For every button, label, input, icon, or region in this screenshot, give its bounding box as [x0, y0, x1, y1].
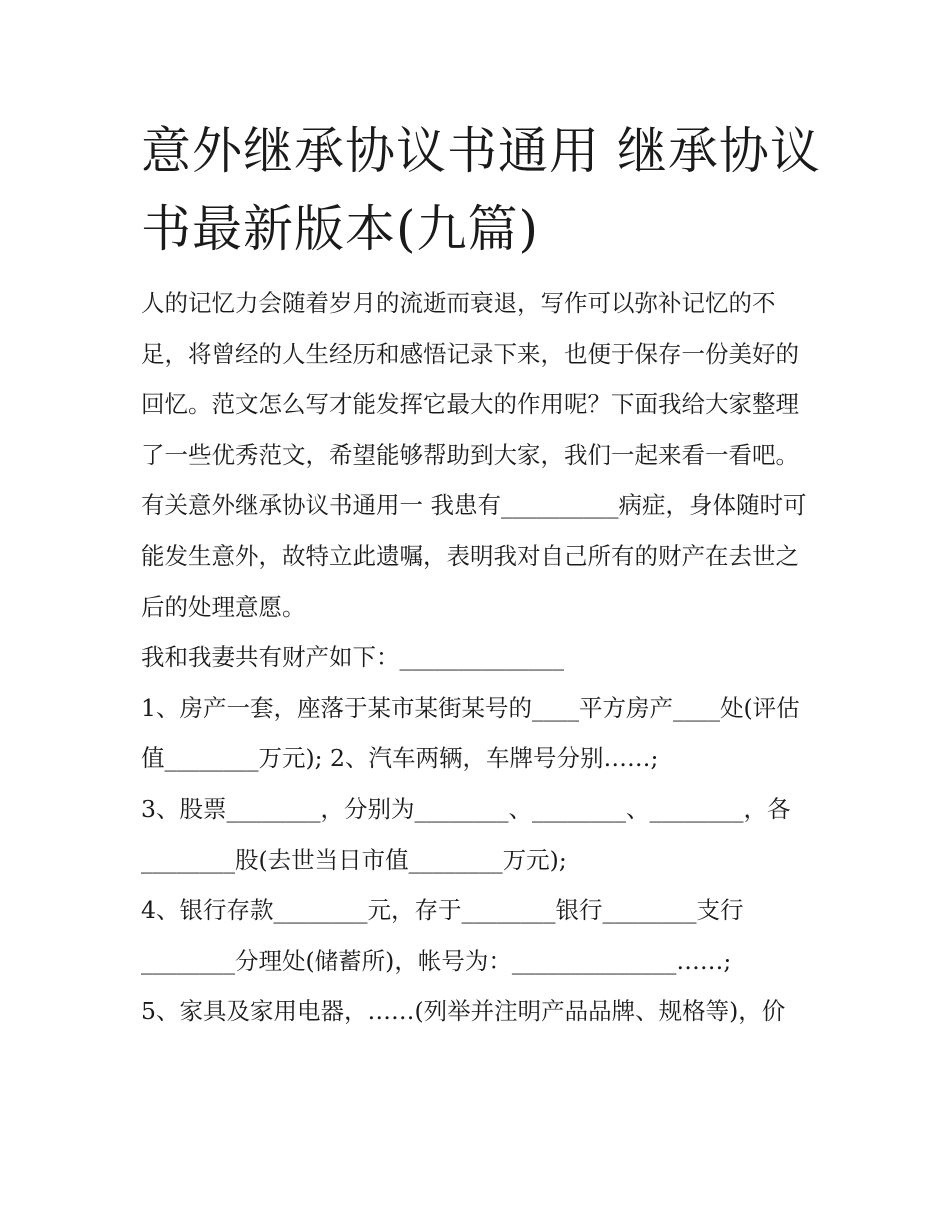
joint-property-paragraph: 我和我妻共有财产如下：______________: [141, 643, 564, 672]
property-item-3-paragraph: 3、股票________，分别为________、________、________，各________股(去世当日市值________万元);: [141, 794, 791, 874]
document-body: [141, 278, 821, 1037]
intro-paragraph: 人的记忆力会随着岁月的流逝而衰退，写作可以弥补记忆的不足，将曾经的人生经历和感悟记录下来，也便于保存一份美好的回忆。范文怎么写才能发挥它最大的作用呢？下面我给大家整理了一些优秀范文，希望能够帮助到大家，我们一起来看一看吧。: [141, 289, 799, 469]
property-item-1-paragraph: 1、房产一套，座落于某市某街某号的____平方房产____处(评估值________万元); 2、汽车两辆，车牌号分别……;: [141, 693, 800, 773]
document-title: 意外继承协议书通用 继承协议书最新版本(九篇): [141, 122, 821, 258]
will-opening-paragraph: 有关意外继承协议书通用一 我患有__________病症，身体随时可能发生意外，故特立此遗嘱，表明我对自己所有的财产在去世之后的处理意愿。: [141, 491, 807, 621]
property-item-4-paragraph: 4、银行存款________元，存于________银行________支行________分理处(储蓄所)，帐号为：______________……;: [141, 896, 744, 975]
property-item-5-paragraph: 5、家具及家用电器，……(列举并注明产品品牌、规格等)，价: [141, 997, 786, 1026]
